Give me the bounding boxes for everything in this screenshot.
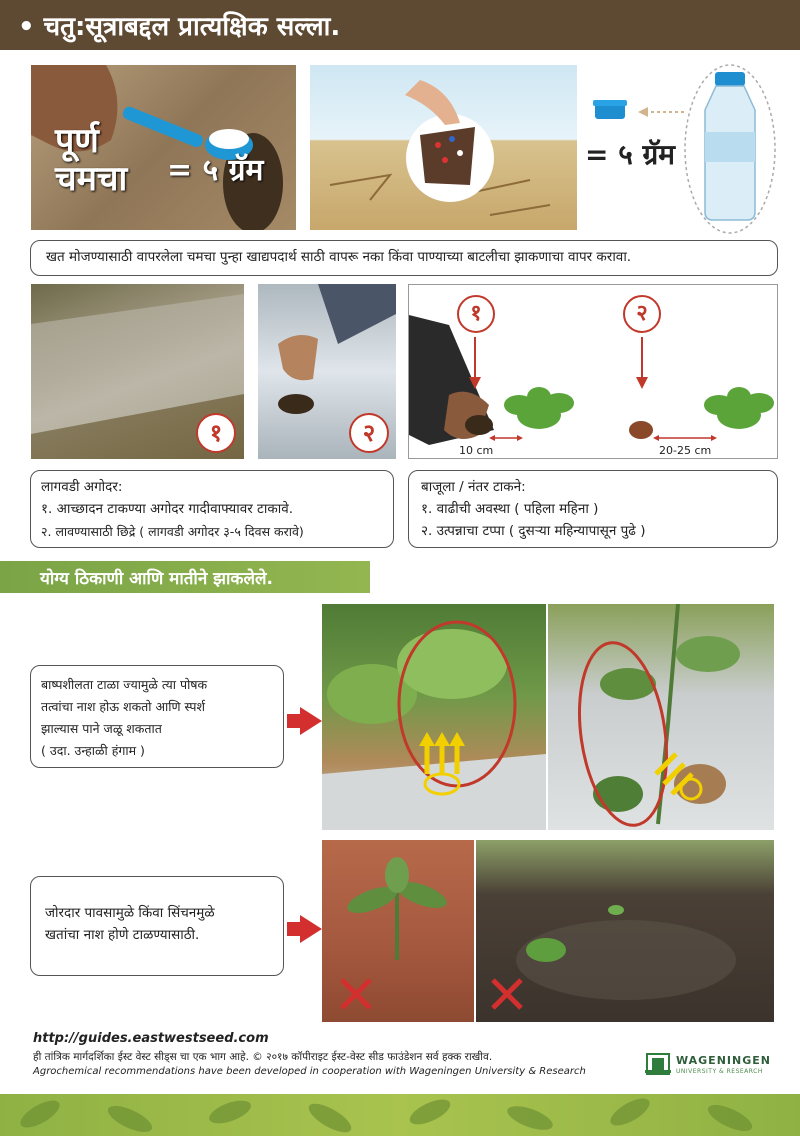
plant-photo-2: [548, 604, 774, 830]
volatility-line-1: बाष्पशीलता टाळा ज्यामुळे त्या पोषक: [41, 677, 208, 692]
logo-name: WAGENINGEN: [676, 1054, 771, 1067]
spoon-label-line2: चमचा: [55, 159, 128, 199]
arrow-right-icon: [300, 707, 322, 735]
plant-photo-1: [322, 604, 546, 830]
spoon-label-line1: पूर्ण: [55, 121, 99, 161]
rain-photo-1: [322, 840, 474, 1022]
arrow-right-icon-2: [300, 915, 322, 943]
placement-diagram: [408, 284, 778, 459]
volatility-line-4: ( उदा. उन्हाळी हंगाम ): [41, 743, 145, 758]
distance-label-2: 20-25 cm: [659, 444, 712, 457]
side-dressing-box: [408, 470, 778, 548]
side-item-2: २. उत्पन्नाचा टप्पा ( दुसऱ्या महिन्यापासून पुढे ): [421, 523, 646, 539]
rain-line-1: जोरदार पावसामुळे किंवा सिंचनमुळे: [45, 905, 215, 921]
measure-note-box: [30, 240, 778, 276]
before-title: लागवडी अगोदर:: [41, 479, 123, 495]
rain-photo-2: [476, 840, 774, 1022]
footer-url[interactable]: http://guides.eastwestseed.com: [33, 1031, 269, 1046]
plant-photo-2-illustration: [548, 604, 774, 830]
wageningen-logo-icon: [645, 1052, 671, 1076]
leaf-pattern-icon: [0, 1094, 800, 1136]
wageningen-logo: [645, 1052, 671, 1076]
rain-line-2: खतांचा नाश होणे टाळण्यासाठी.: [45, 927, 200, 943]
volatility-line-3: झाल्यास पाने जळू शकतात: [41, 721, 162, 736]
water-bottle-icon: [683, 62, 778, 237]
cap-weight-label: = ५ ग्रॅम: [585, 138, 676, 171]
page-title: • चतु:सूत्राबद्दल प्रात्यक्षिक सल्ला.: [18, 12, 341, 42]
section-title: योग्य ठिकाणी आणि मातीने झाकलेले.: [40, 569, 273, 589]
diagram-number-2: २: [623, 295, 661, 333]
plant-photo-1-illustration: [322, 604, 546, 830]
arrow-shaft: [287, 714, 302, 728]
rain-photo-2-illustration: [476, 840, 774, 1022]
rain-box: [30, 876, 284, 976]
before-item-2: २. लावण्यासाठी छिद्रे ( लागवडी अगोदर ३-५ दिवस करावे): [41, 524, 304, 539]
spoon-weight-label: = ५ ग्रॅम: [167, 153, 264, 188]
arrow-shaft-2: [287, 922, 302, 936]
before-item-1: १. आच्छादन टाकण्या अगोदर गादीवाफ्यावर टाकावे.: [41, 501, 294, 517]
photo-number-1: १: [196, 413, 236, 453]
side-item-1: १. वाढीची अवस्था ( पहिला महिना ): [421, 501, 599, 517]
logo-sub: UNIVERSITY & RESEARCH: [676, 1068, 763, 1075]
decorative-leaf-band: [0, 1094, 800, 1136]
measure-note: खत मोजण्यासाठी वापरलेला चमचा पुन्हा खाद्यपदार्थ साठी वापरू नका किंवा पाण्याच्या बाटलीचा झाकणाचा वापर करावा.: [46, 249, 632, 265]
cap-filling-photo: [310, 65, 577, 230]
bottle-cap-icon: [590, 95, 630, 125]
diagram-number-1: १: [457, 295, 495, 333]
footer-copyright: ही तांत्रिक मार्गदर्शिका ईस्ट वेस्ट सीड्स चा एक भाग आहे. © २०१७ कॉपीराइट ईस्ट-वेस्ट सीड फाउंडेशन सर्व हक्क राखीव.: [33, 1051, 493, 1063]
volatility-line-2: तत्वांचा नाश होऊ शकतो आणि स्पर्श: [41, 699, 206, 714]
photo-number-2: २: [349, 413, 389, 453]
rain-photo-1-illustration: [322, 840, 474, 1022]
cap-soil-illustration: [310, 65, 577, 230]
distance-label-1: 10 cm: [459, 444, 494, 457]
dotted-arrow-icon: [636, 105, 686, 119]
volatility-box: [30, 665, 284, 768]
before-planting-box: [30, 470, 394, 548]
footer-agro-note: Agrochemical recommendations have been developed in cooperation with Wageningen University & Research: [33, 1066, 586, 1077]
side-title: बाजूला / नंतर टाकने:: [421, 479, 526, 495]
